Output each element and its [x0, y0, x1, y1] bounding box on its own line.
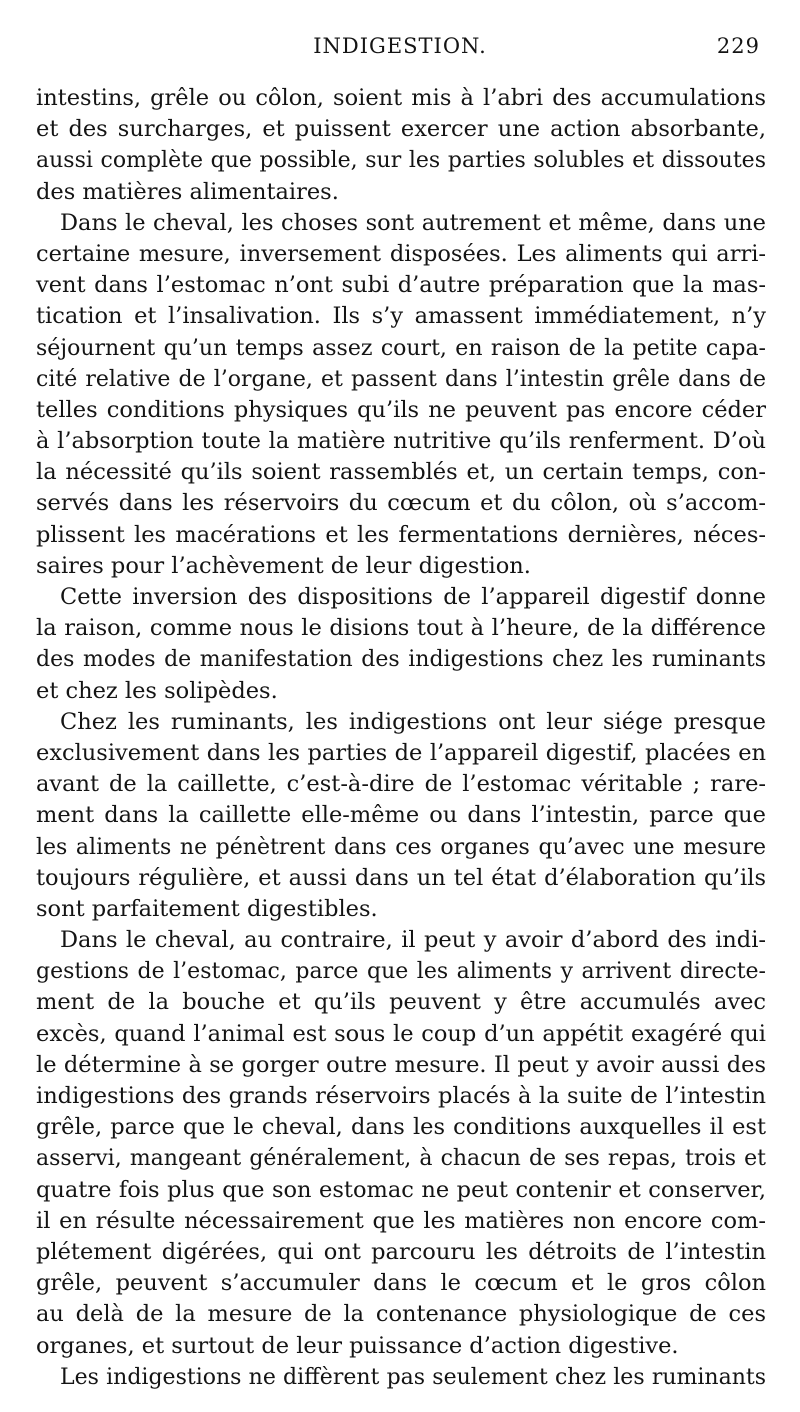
text-line: intestins, grêle ou côlon, soient mis à l’abri des accumulations — [36, 85, 766, 111]
text-line: toujours régulière, et aussi dans un tel état d’élaboration qu’ils — [36, 864, 766, 891]
text-line: ment dans la caillette elle-même ou dans l’intestin, parce que — [36, 802, 766, 829]
text-line: plissent les macérations et les fermentations dernières, néces- — [36, 521, 766, 548]
running-title: INDIGESTION. — [313, 34, 487, 58]
text-line: telles conditions physiques qu’ils ne peuvent pas encore céder — [36, 396, 766, 423]
text-line: Dans le cheval, au contraire, il peut y avoir d’abord des indi- — [60, 927, 766, 954]
text-line: grêle, parce que le cheval, dans les conditions auxquelles il est — [36, 1114, 766, 1141]
text-line: quatre fois plus que son estomac ne peut contenir et conserver, — [36, 1176, 766, 1203]
text-line: avant de la caillette, c’est-à-dire de l’estomac véritable ; rare- — [36, 771, 766, 798]
text-line: et des surcharges, et puissent exercer une action absorbante, — [36, 116, 766, 143]
text-line: des modes de manifestation des indigestions chez les ruminants — [36, 647, 766, 673]
text-line: vent dans l’estomac n’ont subi d’autre préparation que la mas- — [36, 272, 766, 299]
text-line: le détermine à se gorger outre mesure. Il peut y avoir aussi des — [36, 1051, 766, 1078]
page-number: 229 — [716, 34, 760, 58]
page-header — [40, 30, 760, 66]
text-line: la raison, comme nous le disions tout à l’heure, de la différence — [36, 615, 766, 642]
text-line: au delà de la mesure de la contenance physiologique de ces — [36, 1301, 766, 1328]
text-line: saires pour l’achèvement de leur digestion. — [36, 552, 531, 579]
text-line: certaine mesure, inversement disposées. Les aliments qui arri- — [36, 240, 766, 267]
text-line: organes, et surtout de leur puissance d’action digestive. — [36, 1332, 679, 1359]
text-line: plétement digérées, qui ont parcouru les détroits de l’intestin — [36, 1238, 766, 1265]
text-line: excès, quand l’animal est sous le coup d’un appétit exagéré qui — [36, 1020, 766, 1047]
text-line: servés dans les réservoirs du cœcum et du côlon, où s’accom- — [36, 490, 766, 517]
text-line: sont parfaitement digestibles. — [36, 895, 378, 922]
text-line: il en résulte nécessairement que les matières non encore com- — [36, 1207, 766, 1234]
text-line: ment de la bouche et qu’ils peuvent y être accumulés avec — [36, 989, 766, 1016]
text-line: grêle, peuvent s’accumuler dans le cœcum et le gros côlon — [36, 1270, 766, 1297]
text-line: tication et l’insalivation. Ils s’y amassent immédiatement, n’y — [36, 303, 766, 330]
text-line: les aliments ne pénètrent dans ces organes qu’avec une mesure — [36, 834, 766, 860]
text-line: des matières alimentaires. — [36, 178, 339, 205]
text-line: séjournent qu’un temps assez court, en raison de la petite capa- — [36, 335, 766, 361]
text-line: Les indigestions ne diffèrent pas seulement chez les ruminants — [60, 1364, 766, 1390]
text-line: gestions de l’estomac, parce que les aliments y arrivent directe- — [36, 959, 766, 985]
text-line: la nécessité qu’ils soient rassemblés et, un certain temps, con- — [36, 459, 766, 486]
text-line: Dans le cheval, les choses sont autrement et même, dans une — [60, 209, 766, 236]
text-line: à l’absorption toute la matière nutritive qu’ils renferment. D’où — [36, 428, 766, 455]
text-line: et chez les solipèdes. — [36, 677, 278, 704]
text-line: cité relative de l’organe, et passent dans l’intestin grêle dans de — [36, 366, 766, 392]
text-line: exclusivement dans les parties de l’appareil digestif, placées en — [36, 739, 766, 766]
text-line: Chez les ruminants, les indigestions ont leur siége presque — [60, 708, 766, 735]
text-line: aussi complète que possible, sur les parties solubles et dissoutes — [36, 148, 766, 174]
text-line: Cette inversion des dispositions de l’appareil digestif donne — [60, 584, 766, 610]
body-text — [36, 83, 766, 1393]
text-line: asservi, mangeant généralement, à chacun de ses repas, trois et — [36, 1146, 766, 1172]
text-line: indigestions des grands réservoirs placés à la suite de l’intestin — [36, 1083, 766, 1109]
